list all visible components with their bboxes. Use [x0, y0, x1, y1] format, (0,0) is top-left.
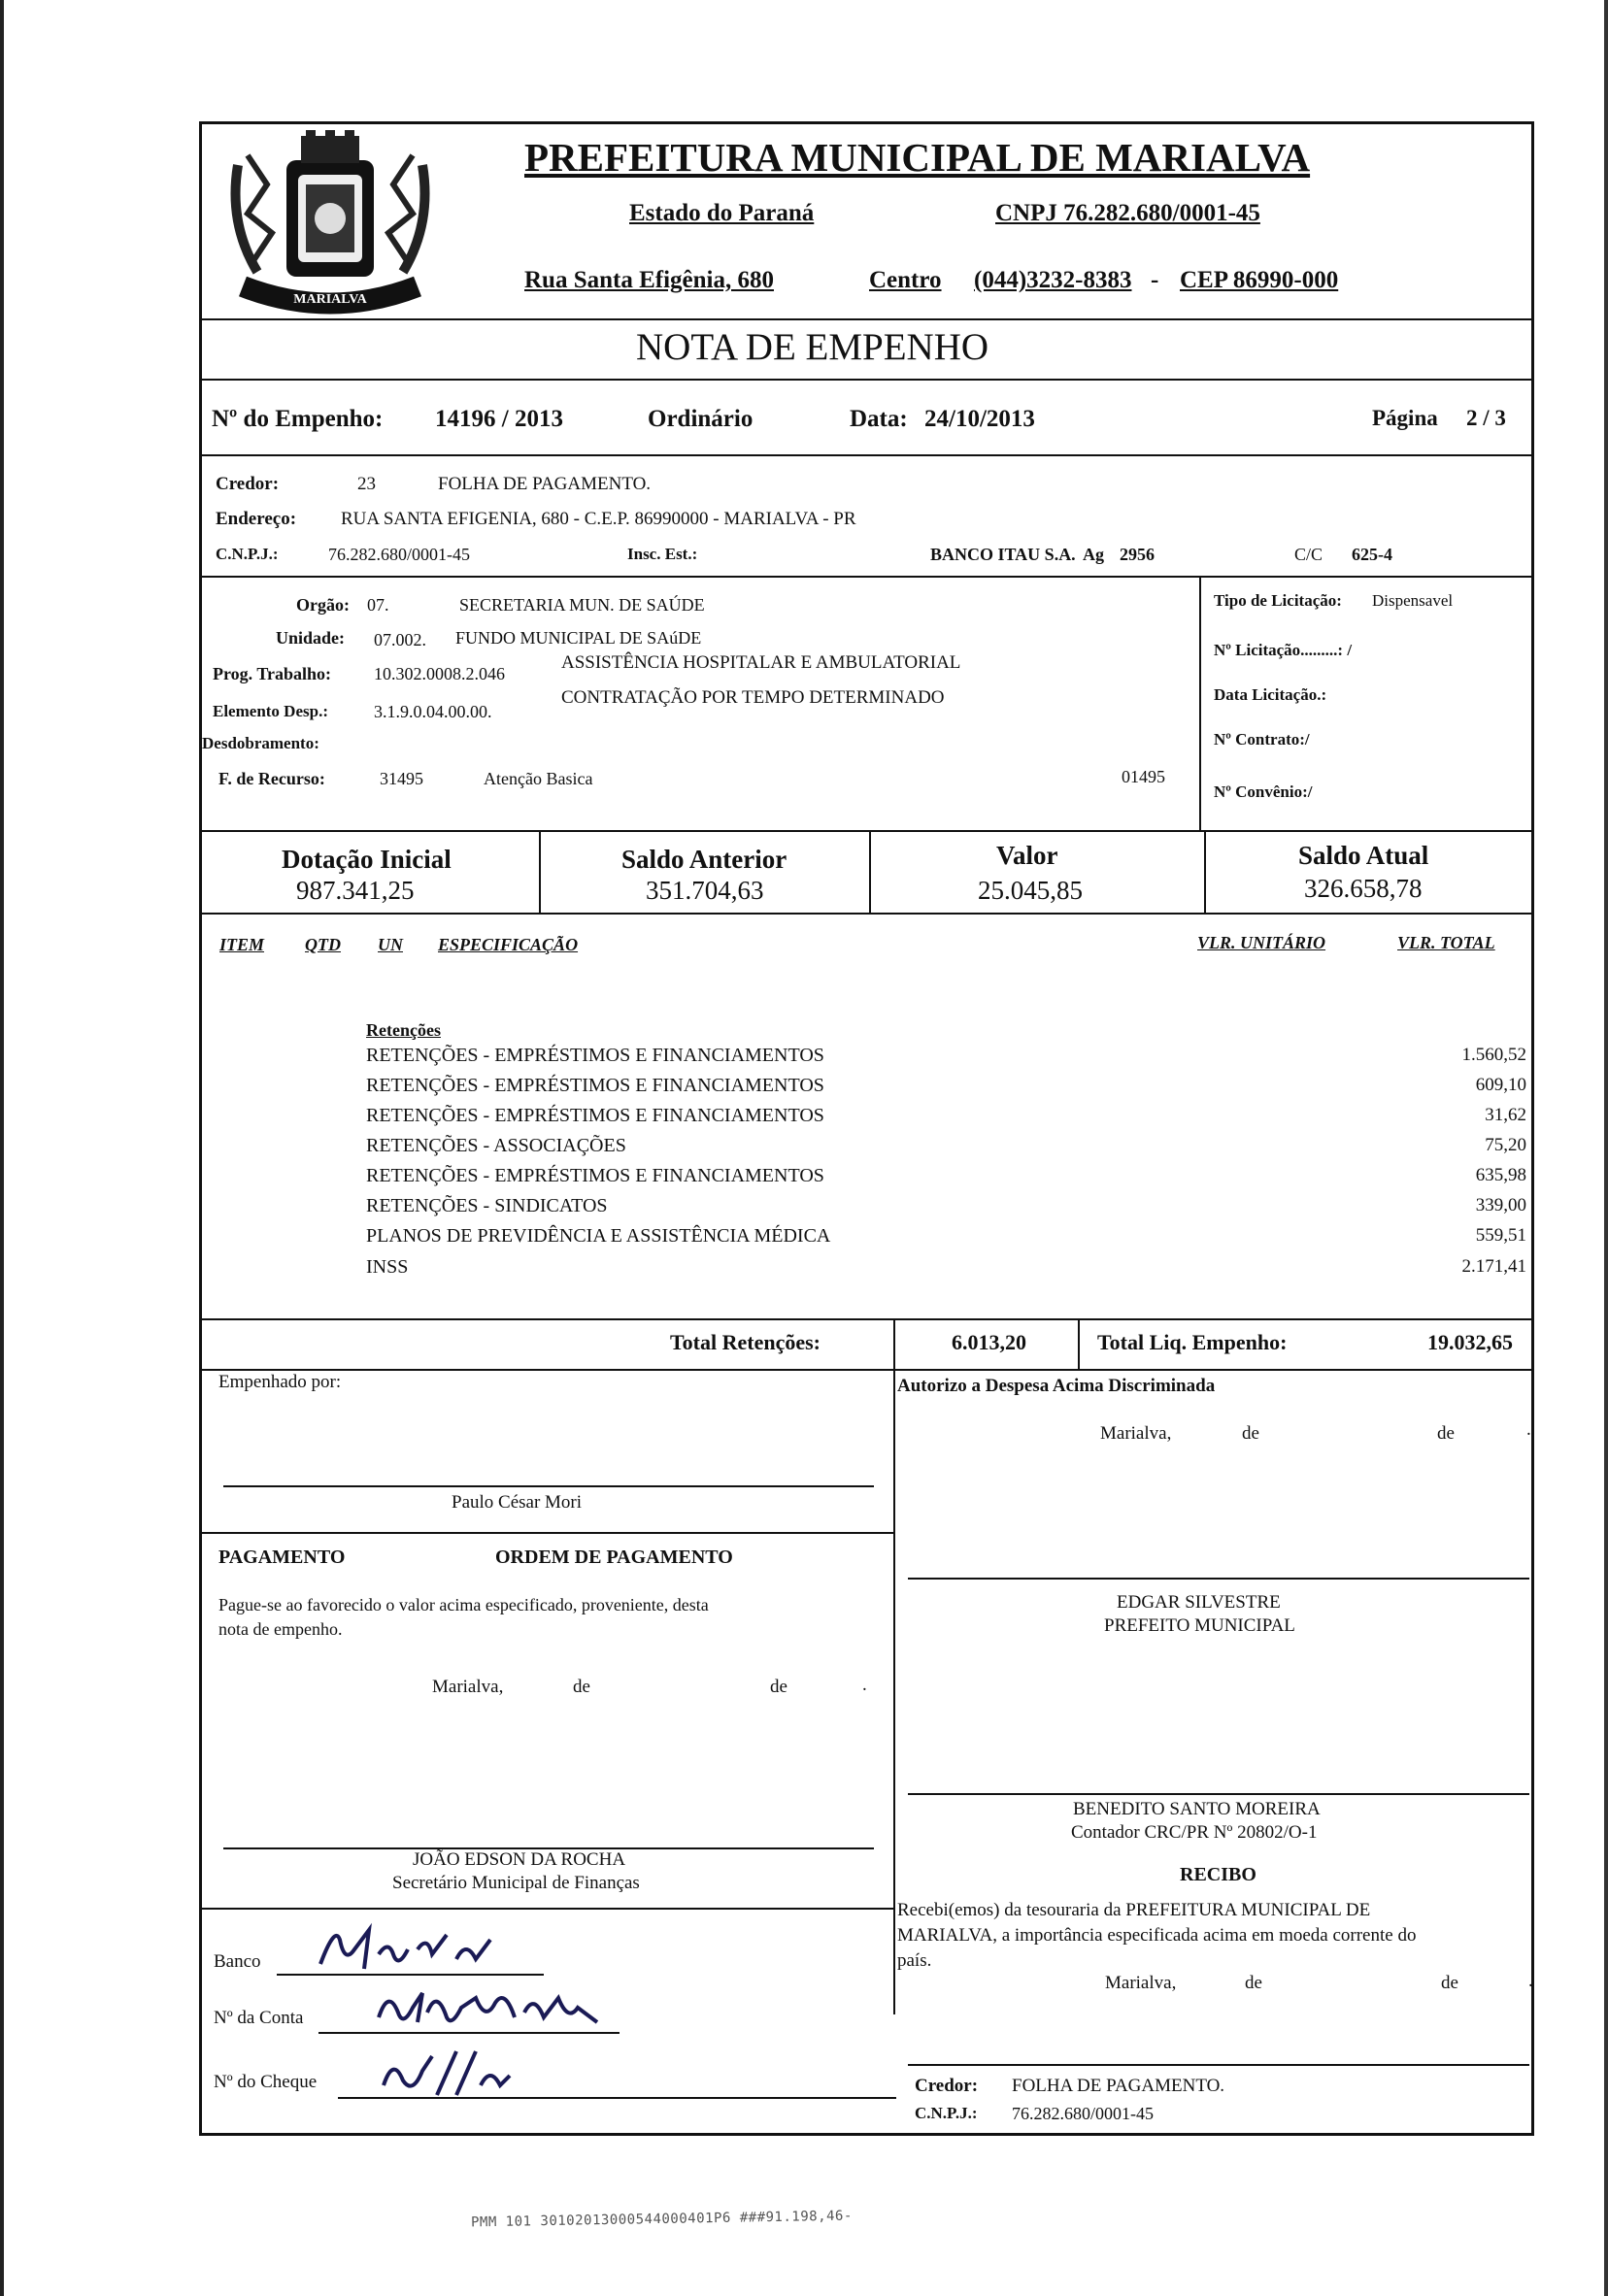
valor-value: 25.045,85 — [978, 876, 1083, 905]
footer-cnpj-value: 76.282.680/0001-45 — [1012, 2104, 1154, 2123]
conta-handwritten-text: 62/6038-2 — [369, 1979, 374, 1980]
dotacao-inicial-value: 987.341,25 — [296, 876, 415, 905]
header-cep: CEP 86990-000 — [1180, 267, 1339, 293]
convenio-number: Nº Convênio:/ — [1214, 782, 1313, 801]
date-label: Data: — [850, 406, 908, 432]
prog-trabalho-label: Prog. Trabalho: — [213, 664, 332, 683]
agency-number: 2956 — [1120, 545, 1155, 564]
contador-title: Contador CRC/PR Nº 20802/O-1 — [1071, 1822, 1318, 1843]
header-dash: - — [1151, 267, 1159, 293]
orgao-label: Orgão: — [296, 595, 350, 615]
header-district: Centro — [869, 267, 942, 293]
column-un: UN — [378, 935, 403, 954]
autorizo-city: Marialva, — [1100, 1423, 1172, 1444]
footer-credor-label: Credor: — [915, 2076, 979, 2096]
orgao-code: 07. — [367, 595, 389, 615]
credor-label: Credor: — [216, 474, 280, 494]
column-item: ITEM — [219, 935, 265, 954]
cheque-handwritten-text: 96//12 — [374, 2046, 377, 2047]
banco-handwritten-text: 341-8Q — [311, 1920, 315, 1921]
cheque-handwritten-signature — [374, 2046, 519, 2105]
page-value: 2 / 3 — [1466, 406, 1506, 430]
recibo-dot: . — [1528, 1971, 1533, 1991]
bank-name: BANCO ITAU S.A. — [930, 545, 1076, 564]
retencoes-heading: Retenções — [366, 1020, 441, 1040]
pagamento-label: PAGAMENTO — [218, 1547, 346, 1568]
unidade-code: 07.002. — [374, 630, 426, 649]
saldo-anterior-value: 351.704,63 — [646, 876, 764, 905]
recibo-city: Marialva, — [1105, 1973, 1177, 1993]
list-item: RETENÇÕES - ASSOCIAÇÕES — [366, 1135, 626, 1156]
header-cnpj: CNPJ 76.282.680/0001-45 — [995, 200, 1260, 226]
credor-address: RUA SANTA EFIGENIA, 680 - C.E.P. 86990000 - MARIALVA - PR — [341, 509, 856, 529]
header-address: Rua Santa Efigênia, 680 — [524, 267, 774, 293]
empenhado-label: Empenhado por: — [218, 1372, 342, 1392]
contador-name: BENEDITO SANTO MOREIRA — [1073, 1799, 1321, 1819]
autorizo-label: Autorizo a Despesa Acima Discriminada — [897, 1376, 1216, 1396]
saldo-atual-value: 326.658,78 — [1304, 874, 1423, 903]
column-qtd: QTD — [305, 935, 341, 954]
recibo-de-2: de — [1441, 1973, 1458, 1993]
recurso-extra-code: 01495 — [1122, 767, 1165, 786]
list-item-value: 559,51 — [1475, 1225, 1526, 1246]
footer-credor-name: FOLHA DE PAGAMENTO. — [1012, 2076, 1225, 2096]
credor-cnpj: 76.282.680/0001-45 — [328, 545, 470, 564]
elemento-code: 3.1.9.0.04.00.00. — [374, 702, 492, 721]
prog-trabalho-code: 10.302.0008.2.046 — [374, 664, 505, 683]
account-label: C/C — [1294, 545, 1323, 564]
total-retencoes-label: Total Retenções: — [670, 1330, 821, 1354]
list-item-value: 339,00 — [1475, 1195, 1526, 1215]
list-item: RETENÇÕES - EMPRÉSTIMOS E FINANCIAMENTOS — [366, 1075, 824, 1096]
column-unit-value: VLR. UNITÁRIO — [1197, 933, 1326, 952]
document-title: NOTA DE EMPENHO — [636, 326, 989, 368]
pagamento-text-2: nota de empenho. — [218, 1619, 343, 1639]
column-especificacao: ESPECIFICAÇÃO — [438, 935, 579, 954]
cheque-label: Nº do Cheque — [214, 2072, 318, 2092]
list-item: PLANOS DE PREVIDÊNCIA E ASSISTÊNCIA MÉDICA — [366, 1225, 831, 1247]
desdobramento-label: Desdobramento: — [202, 734, 319, 752]
total-liquido-value: 19.032,65 — [1427, 1330, 1513, 1354]
pagamento-city: Marialva, — [432, 1677, 504, 1697]
recurso-code: 31495 — [380, 769, 423, 788]
prog-trabalho-name: ASSISTÊNCIA HOSPITALAR E AMBULATORIAL — [561, 652, 961, 673]
prefeito-title: PREFEITO MUNICIPAL — [1104, 1615, 1295, 1636]
banco-handwritten-signature — [311, 1920, 505, 1979]
recibo-text-1: Recebi(emos) da tesouraria da PREFEITURA MUNICIPAL DE — [897, 1900, 1371, 1920]
footer-cnpj-label: C.N.P.J.: — [915, 2104, 978, 2122]
orgao-name: SECRETARIA MUN. DE SAÚDE — [459, 595, 705, 615]
list-item-value: 635,98 — [1475, 1165, 1526, 1185]
empenhado-signer: Paulo César Mori — [452, 1492, 583, 1513]
recibo-text-2: MARIALVA, a importância especificada acima em moeda corrente do — [897, 1925, 1417, 1946]
crest-banner-text: MARIALVA — [293, 292, 367, 307]
list-item: RETENÇÕES - EMPRÉSTIMOS E FINANCIAMENTOS — [366, 1105, 824, 1126]
secretario-title: Secretário Municipal de Finanças — [392, 1873, 640, 1893]
agency-label: Ag — [1083, 545, 1104, 564]
date-value: 24/10/2013 — [924, 406, 1035, 432]
insc-est-label: Insc. Est.: — [627, 545, 698, 563]
list-item-value: 75,20 — [1485, 1135, 1526, 1155]
dotacao-inicial-label: Dotação Inicial — [282, 845, 452, 874]
ordem-pagamento-label: ORDEM DE PAGAMENTO — [495, 1547, 733, 1568]
credor-cnpj-label: C.N.P.J.: — [216, 545, 279, 563]
elemento-name: CONTRATAÇÃO POR TEMPO DETERMINADO — [561, 687, 945, 708]
prefeito-name: EDGAR SILVESTRE — [1117, 1592, 1281, 1613]
list-item: RETENÇÕES - EMPRÉSTIMOS E FINANCIAMENTOS — [366, 1165, 824, 1186]
credor-code: 23 — [357, 474, 376, 494]
recurso-label: F. de Recurso: — [218, 769, 325, 788]
licitacao-date: Data Licitação.: — [1214, 685, 1327, 704]
recurso-name: Atenção Basica — [484, 769, 593, 788]
licitacao-number: Nº Licitação.........: / — [1214, 641, 1353, 659]
header-phone: (044)3232-8383 — [974, 267, 1132, 293]
empenho-type: Ordinário — [648, 406, 754, 432]
autorizo-de-2: de — [1437, 1423, 1455, 1444]
pagamento-de-1: de — [573, 1677, 590, 1697]
banco-label: Banco — [214, 1951, 261, 1972]
recibo-text-3: país. — [897, 1950, 932, 1971]
elemento-label: Elemento Desp.: — [213, 702, 328, 720]
pagamento-text-1: Pague-se ao favorecido o valor acima especificado, proveniente, desta — [218, 1595, 709, 1614]
unidade-label: Unidade: — [276, 628, 346, 648]
total-liquido-label: Total Liq. Empenho: — [1097, 1330, 1288, 1354]
address-label: Endereço: — [216, 509, 297, 529]
column-total-value: VLR. TOTAL — [1397, 933, 1495, 952]
empenho-label: Nº do Empenho: — [212, 406, 384, 432]
account-number: 625-4 — [1352, 545, 1392, 564]
autorizo-de-1: de — [1242, 1423, 1259, 1444]
scan-code: PMM 101 30102013000544000401P6 ###91.198,46- — [470, 2208, 853, 2231]
page-label: Página — [1372, 406, 1438, 430]
conta-handwritten-signature — [369, 1979, 612, 2037]
unidade-name: FUNDO MUNICIPAL DE SAúDE — [455, 628, 702, 648]
municipality-title: PREFEITURA MUNICIPAL DE MARIALVA — [524, 135, 1311, 180]
pagamento-dot: . — [862, 1675, 867, 1695]
state-name: Estado do Paraná — [629, 200, 815, 226]
saldo-anterior-label: Saldo Anterior — [621, 845, 787, 874]
licitacao-type-value: Dispensavel — [1372, 591, 1454, 610]
conta-label: Nº da Conta — [214, 2008, 304, 2028]
autorizo-dot: . — [1526, 1419, 1531, 1440]
licitacao-type-label: Tipo de Licitação: — [1214, 591, 1342, 610]
list-item-value: 31,62 — [1485, 1105, 1526, 1125]
credor-name: FOLHA DE PAGAMENTO. — [438, 474, 652, 494]
list-item-value: 609,10 — [1475, 1075, 1526, 1095]
recibo-label: RECIBO — [1180, 1864, 1256, 1885]
contrato-number: Nº Contrato:/ — [1214, 730, 1310, 749]
empenho-number: 14196 / 2013 — [435, 406, 563, 432]
valor-label: Valor — [996, 841, 1058, 870]
saldo-atual-label: Saldo Atual — [1298, 841, 1429, 870]
pagamento-de-2: de — [770, 1677, 787, 1697]
list-item: RETENÇÕES - EMPRÉSTIMOS E FINANCIAMENTOS — [366, 1045, 824, 1066]
list-item: RETENÇÕES - SINDICATOS — [366, 1195, 608, 1216]
list-item: INSS — [366, 1256, 409, 1278]
total-retencoes-value: 6.013,20 — [952, 1330, 1026, 1354]
secretario-name: JOÃO EDSON DA ROCHA — [413, 1849, 626, 1870]
list-item-value: 1.560,52 — [1461, 1045, 1526, 1065]
list-item-value: 2.171,41 — [1461, 1256, 1526, 1277]
recibo-de-1: de — [1245, 1973, 1262, 1993]
